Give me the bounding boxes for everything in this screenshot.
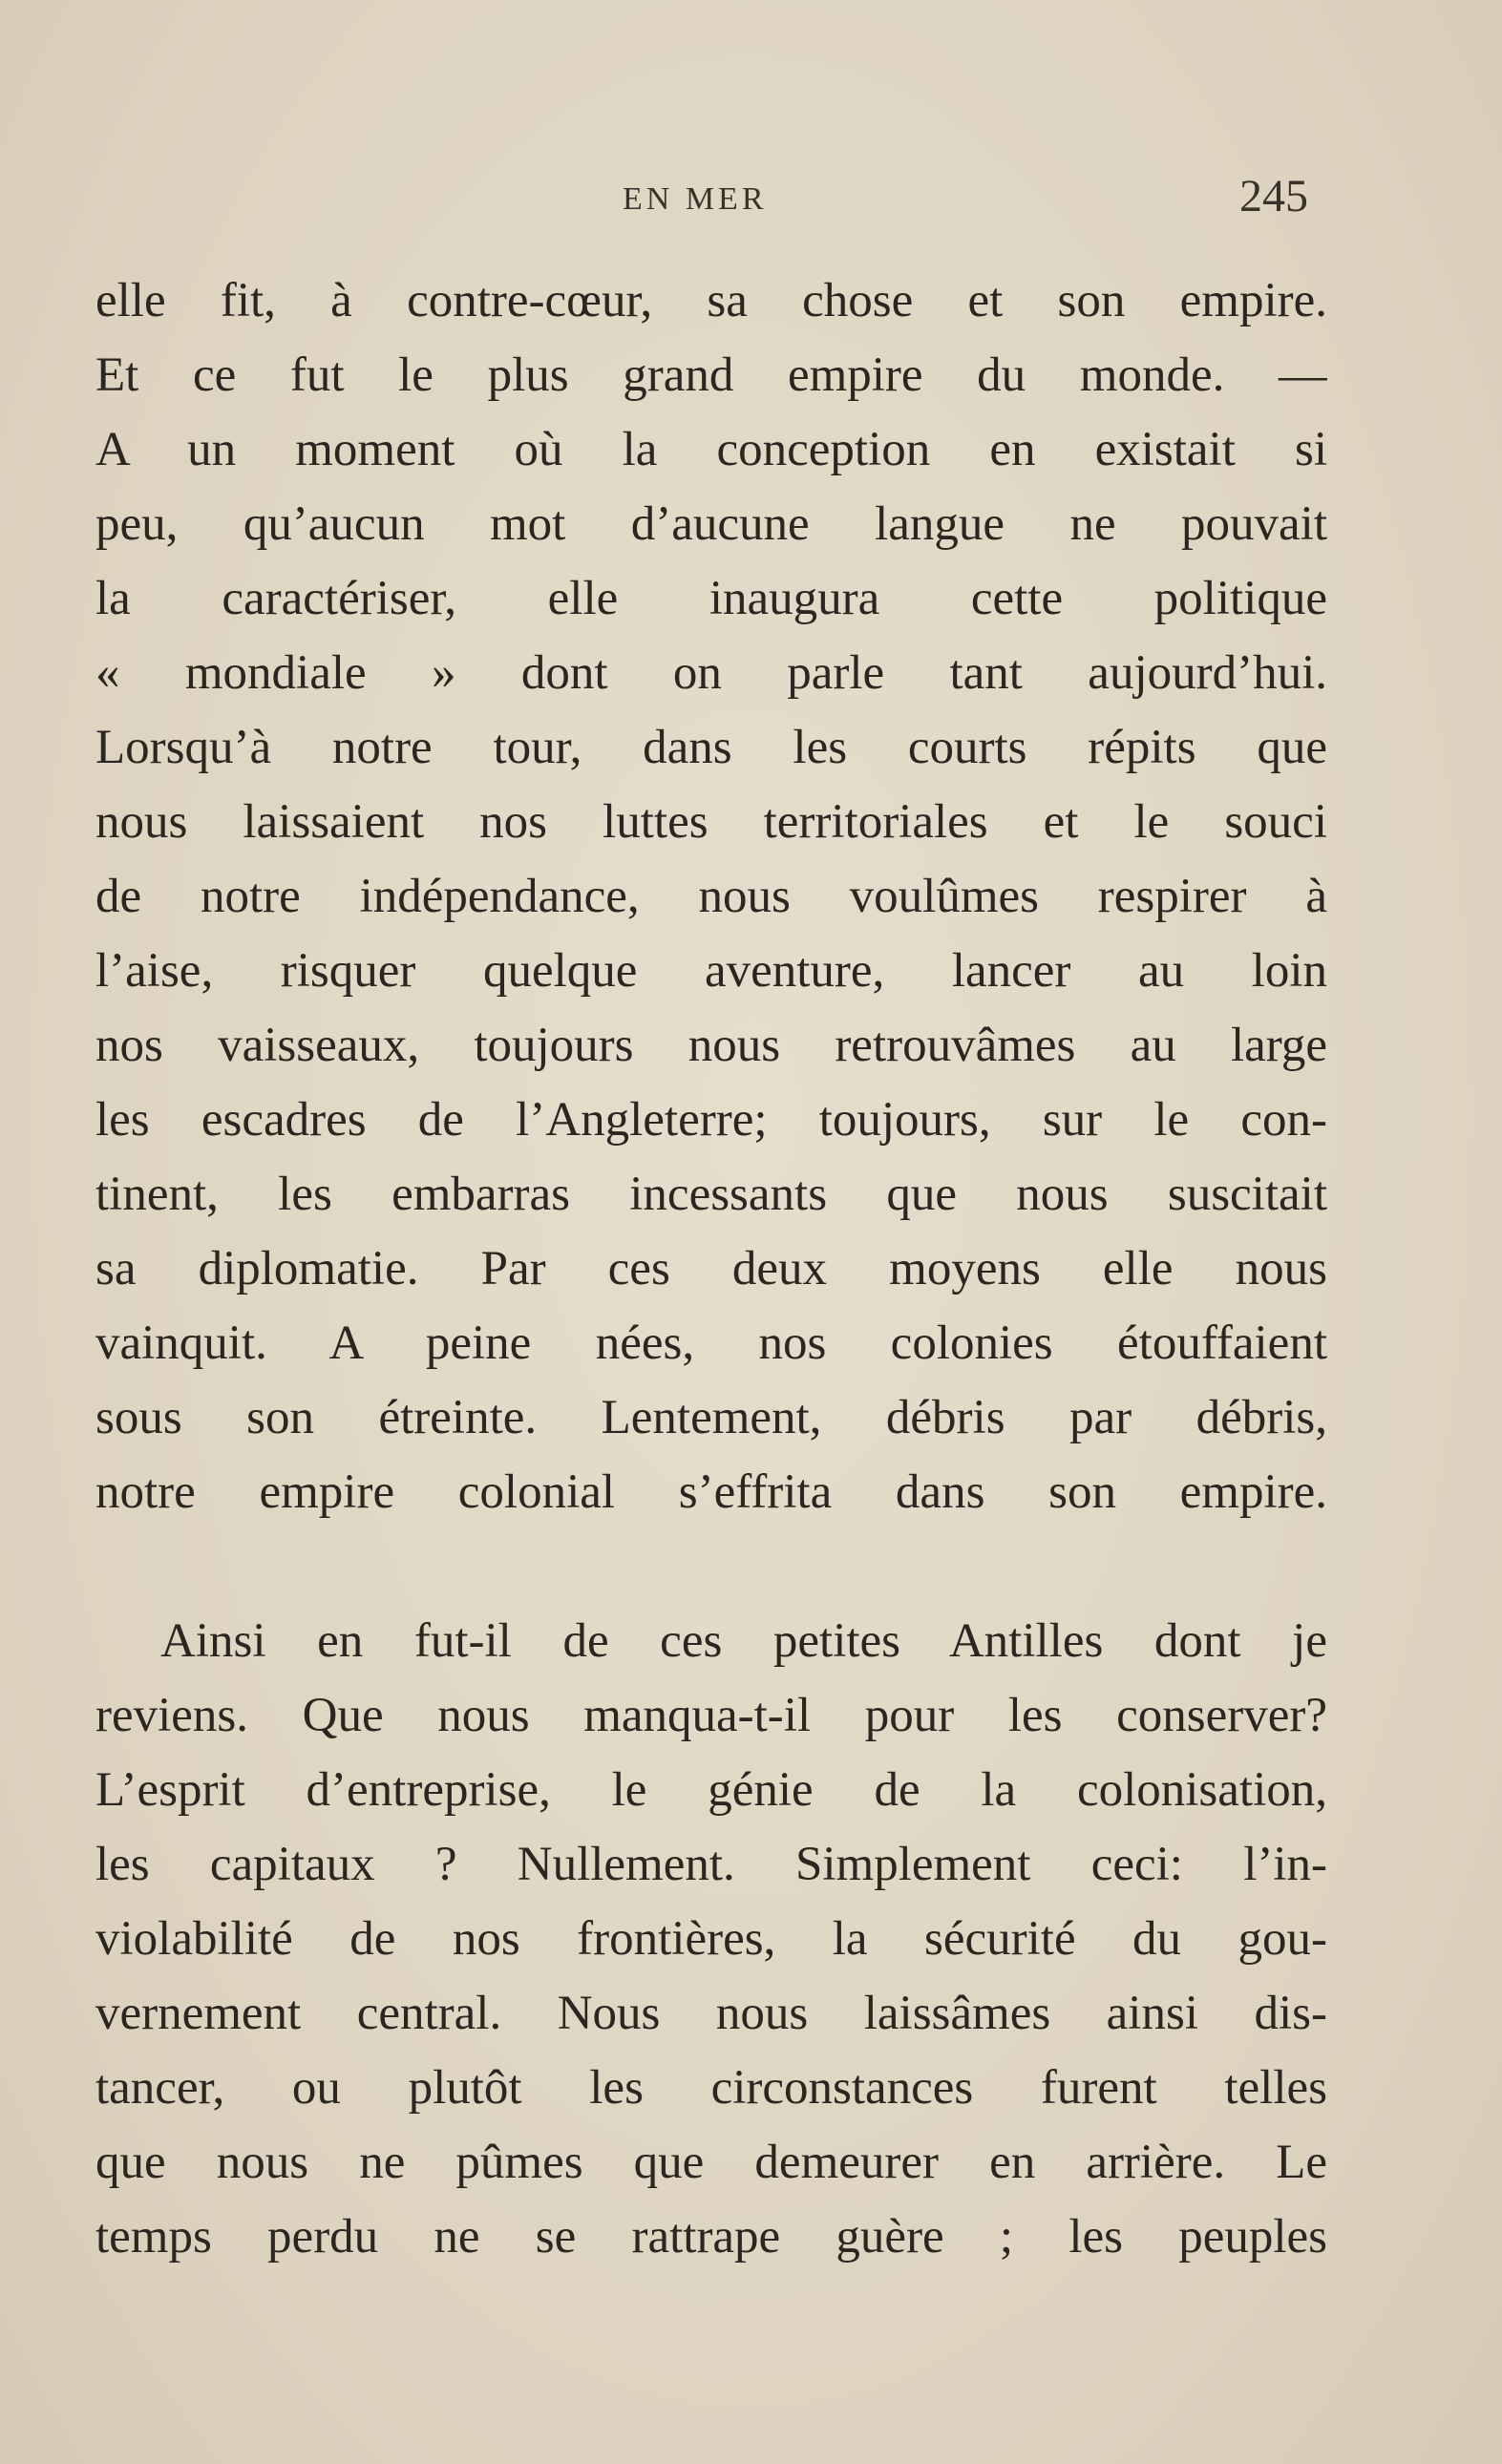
text-line: notre empire colonial s’effrita dans son empire. <box>95 1465 1327 1519</box>
text-line: vainquit. A peine nées, nos colonies étouffaient <box>95 1316 1327 1370</box>
page-number: 245 <box>1239 171 1308 221</box>
text-line: sa diplomatie. Par ces deux moyens elle nous <box>95 1242 1327 1295</box>
text-line: L’esprit d’entreprise, le génie de la colonisation, <box>95 1763 1327 1817</box>
text-line: « mondiale » dont on parle tant aujourd’hui. <box>95 646 1327 700</box>
text-line: reviens. Que nous manqua-t-il pour les conserver? <box>95 1689 1327 1742</box>
text-line: peu, qu’aucun mot d’aucune langue ne pouvait <box>95 497 1327 551</box>
text-line: nos vaisseaux, toujours nous retrouvâmes au large <box>95 1019 1327 1072</box>
text-line: sous son étreinte. Lentement, débris par débris, <box>95 1391 1327 1444</box>
text-line: que nous ne pûmes que demeurer en arrière. Le <box>95 2136 1327 2189</box>
text-line: la caractériser, elle inaugura cette politique <box>95 572 1327 625</box>
paragraph-gap <box>95 1529 1327 1604</box>
text-line: temps perdu ne se rattrape guère ; les peuples <box>95 2210 1327 2264</box>
text-line: A un moment où la conception en existait si <box>95 423 1327 476</box>
text-line: violabilité de nos frontières, la sécurité du gou- <box>95 1912 1327 1966</box>
text-line: les capitaux ? Nullement. Simplement ceci: l’in- <box>95 1838 1327 1891</box>
text-line: l’aise, risquer quelque aventure, lancer au loin <box>95 944 1327 998</box>
text-line: Et ce fut le plus grand empire du monde. — <box>95 348 1327 402</box>
running-title: EN MER <box>623 181 768 217</box>
text-line: Ainsi en fut-il de ces petites Antilles dont je <box>160 1614 1327 1668</box>
text-line: tancer, ou plutôt les circonstances furent telles <box>95 2061 1327 2115</box>
paragraph-2 <box>95 1604 1327 2274</box>
text-line: Lorsqu’à notre tour, dans les courts répits que <box>95 721 1327 774</box>
text-line: les escadres de l’Angleterre; toujours, sur le con- <box>95 1093 1327 1147</box>
running-head <box>0 170 1502 227</box>
body-text <box>95 263 1327 2274</box>
text-line: tinent, les embarras incessants que nous suscitait <box>95 1168 1327 1221</box>
text-line: elle fit, à contre-cœur, sa chose et son empire. <box>95 274 1327 327</box>
text-line: nous laissaient nos luttes territoriales et le souci <box>95 795 1327 849</box>
text-line: vernement central. Nous nous laissâmes ainsi dis- <box>95 1987 1327 2040</box>
paragraph-1 <box>95 263 1327 1529</box>
text-line: de notre indépendance, nous voulûmes respirer à <box>95 870 1327 923</box>
